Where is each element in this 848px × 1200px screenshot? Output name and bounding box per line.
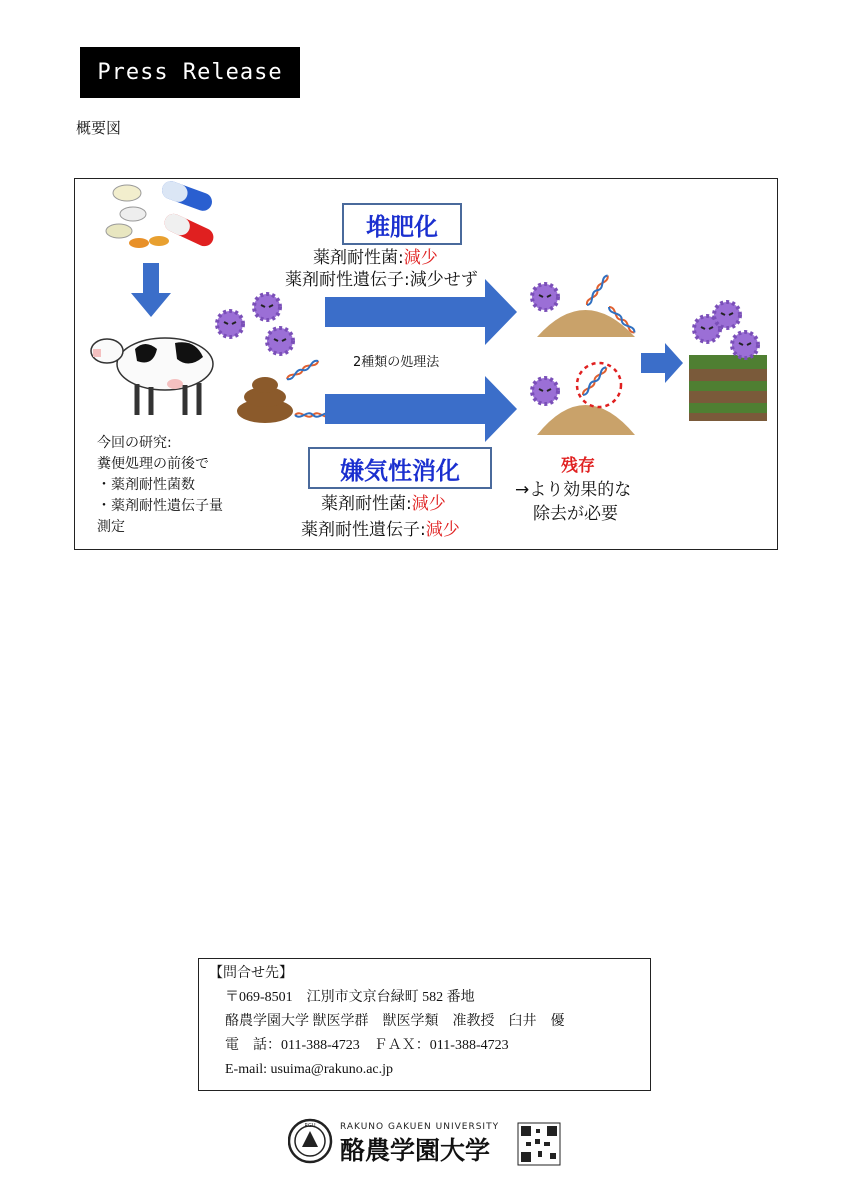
composting-bacteria-label: 薬剤耐性菌: <box>313 248 404 268</box>
university-name-en: RAKUNO GAKUEN UNIVERSITY <box>340 1122 500 1132</box>
contact-affiliation: 酪農学園大学 獣医学群 獣医学類 准教授 臼井 優 <box>225 1014 565 1029</box>
down-arrow <box>131 263 171 317</box>
university-seal-icon <box>289 1120 331 1162</box>
composting-title: 堆肥化 <box>366 212 438 241</box>
overview-figure <box>74 178 778 550</box>
university-logo <box>288 1115 568 1175</box>
digestion-bacteria-label: 薬剤耐性菌: <box>321 494 412 514</box>
digestion-genes-value: 減少 <box>425 520 460 540</box>
contact-address: 〒069-8501 江別市文京台緑町 582 番地 <box>225 990 475 1005</box>
study-line-2: 糞便処理の前後で <box>97 456 209 472</box>
press-release-label: Press Release <box>97 60 283 85</box>
study-line-4: ・薬剤耐性遺伝子量 <box>97 498 223 514</box>
compost-pile-top <box>532 275 636 337</box>
composting-genes-value: 減少せず <box>409 270 478 290</box>
qr-code-icon <box>518 1123 560 1165</box>
field-illustration <box>689 302 767 421</box>
contact-email[interactable]: E-mail: usuima@rakuno.ac.jp <box>225 1062 394 1077</box>
university-name-jp: 酪農学園大学 <box>340 1136 491 1165</box>
arrow-to-field <box>641 343 683 383</box>
composting-genes-label: 薬剤耐性遺伝子: <box>285 270 410 290</box>
result-line-3: 除去が必要 <box>533 504 618 524</box>
study-description <box>97 433 223 538</box>
study-line-3: ・薬剤耐性菌数 <box>97 477 195 493</box>
contact-phone: 電 話：011-388-4723 ＦＡＸ：011-388-4723 <box>225 1038 509 1053</box>
digestion-title: 嫌気性消化 <box>340 456 460 485</box>
composting-bacteria-value: 減少 <box>403 248 438 268</box>
composting-line-genes <box>285 265 478 290</box>
arrow-to-digestion <box>325 376 517 442</box>
result-line-2: →より効果的な <box>515 480 632 500</box>
dung-illustration <box>237 377 293 423</box>
digestion-bacteria-value: 減少 <box>411 494 446 514</box>
study-line-1: 今回の研究: <box>97 435 172 451</box>
cow-illustration <box>91 338 213 415</box>
composting-title-box <box>342 203 462 245</box>
digestion-line-genes <box>301 515 460 540</box>
study-line-5: 測定 <box>97 519 125 535</box>
digestion-line-bacteria <box>321 489 446 514</box>
digestion-genes-label: 薬剤耐性遺伝子: <box>301 520 426 540</box>
digestion-title-box <box>308 447 492 489</box>
compost-pile-bottom <box>532 363 635 435</box>
treatment-methods-label: 2種類の処理法 <box>353 355 440 370</box>
press-release-banner <box>80 47 300 98</box>
pills-illustration <box>106 179 216 249</box>
university-logo-graphic <box>288 1115 568 1171</box>
result-remain: 残存 <box>561 456 595 476</box>
contact-box <box>198 958 651 1091</box>
page-subtitle: 概要図 <box>76 119 122 137</box>
contact-heading: 【問合せ先】 <box>209 966 293 981</box>
seal-text: RGU <box>304 1123 316 1129</box>
